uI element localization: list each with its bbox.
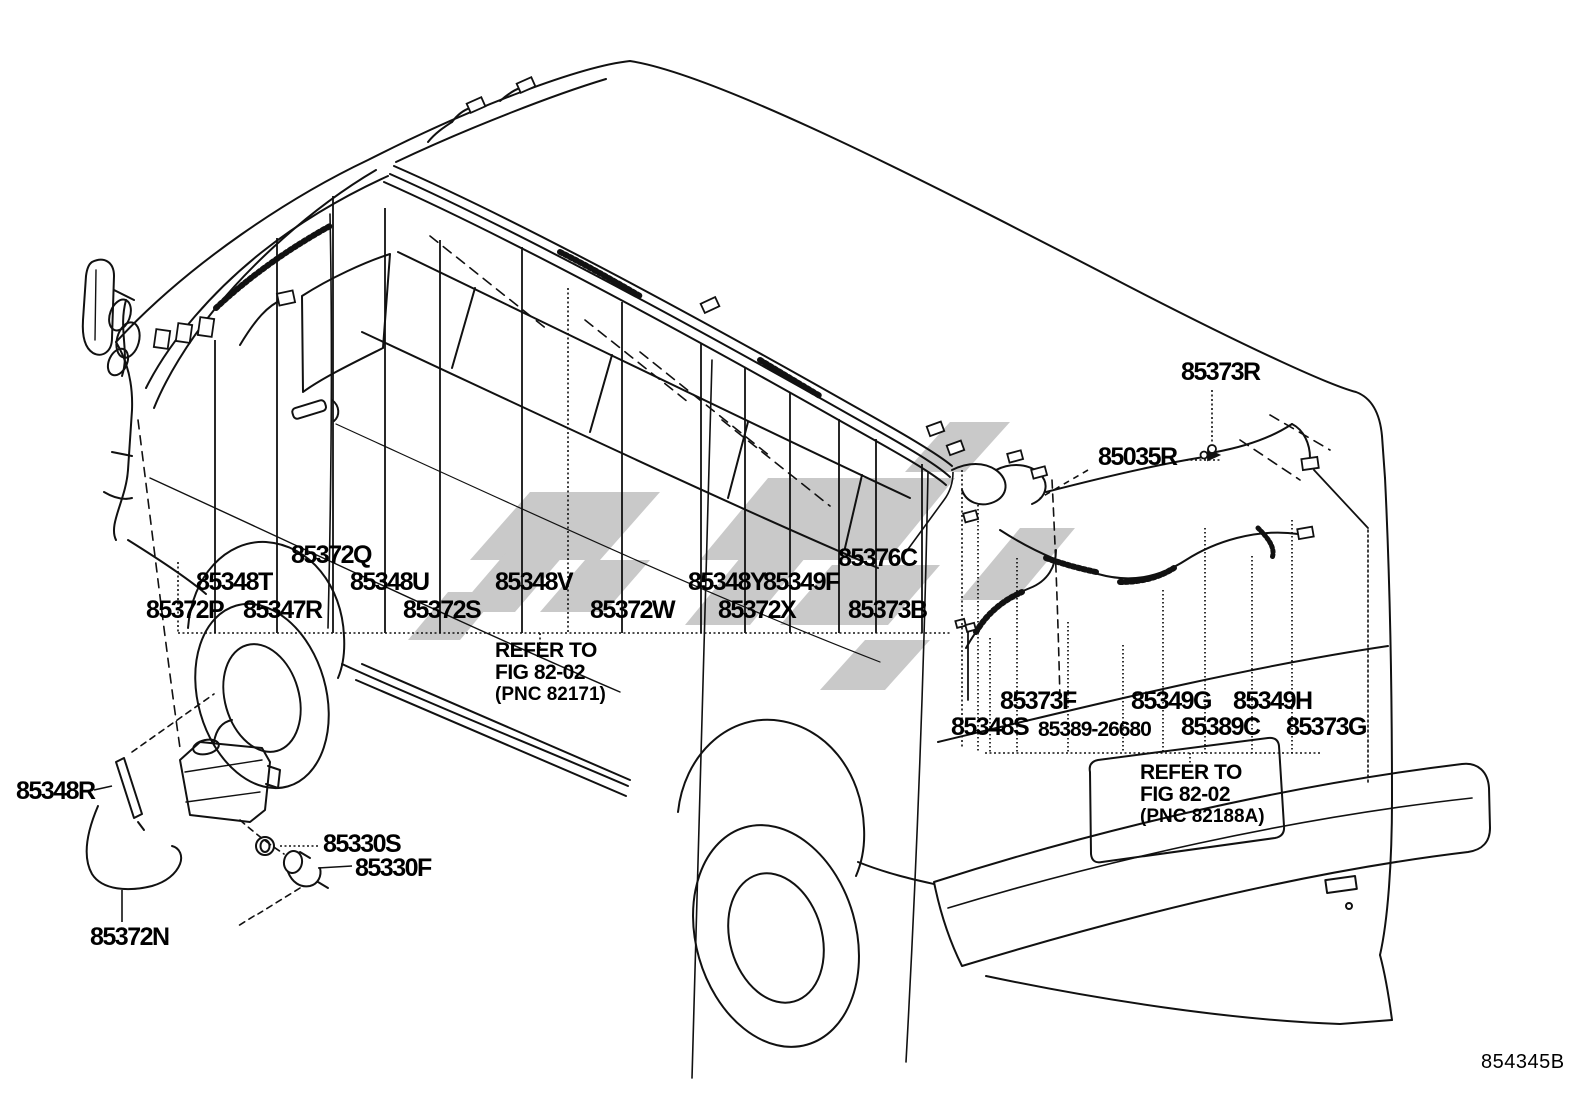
part-label-85376C: 85376C	[838, 544, 917, 572]
part-label-85373F: 85373F	[1000, 687, 1076, 715]
refer-note-2	[1140, 762, 1265, 828]
refer-note-2-line3: (PNC 82188A)	[1140, 806, 1265, 827]
part-label-85389C: 85389C	[1181, 713, 1260, 741]
part-label-85349G: 85349G	[1131, 687, 1211, 715]
part-label-85349H: 85349H	[1233, 687, 1312, 715]
part-label-85389-26680: 85389-26680	[1038, 718, 1151, 741]
refer-note-1	[495, 640, 606, 706]
part-label-85330F: 85330F	[355, 854, 431, 882]
part-label-85372Q: 85372Q	[291, 541, 371, 569]
part-label-85373B: 85373B	[848, 596, 927, 624]
reservoir-and-pump	[87, 694, 328, 926]
part-label-85330S: 85330S	[323, 830, 401, 858]
diagram-code: 854345B	[1481, 1051, 1565, 1073]
part-label-85372S: 85372S	[403, 596, 481, 624]
part-label-85348Y: 85348Y	[688, 568, 766, 596]
part-label-85372W: 85372W	[590, 596, 675, 624]
part-label-85348V: 85348V	[495, 568, 573, 596]
part-label-85347R: 85347R	[243, 596, 322, 624]
part-label-85372N: 85372N	[90, 923, 169, 951]
part-label-85373G: 85373G	[1286, 713, 1366, 741]
refer-note-1-line3: (PNC 82171)	[495, 684, 606, 705]
refer-note-2-line1: REFER TO	[1140, 761, 1242, 784]
part-label-85372X: 85372X	[718, 596, 796, 624]
part-label-85348R: 85348R	[16, 777, 95, 805]
refer-note-1-line1: REFER TO	[495, 639, 597, 662]
part-label-85372P: 85372P	[146, 596, 224, 624]
part-label-85348T: 85348T	[196, 568, 272, 596]
part-label-85373R: 85373R	[1181, 358, 1260, 386]
part-label-85349F: 85349F	[763, 568, 839, 596]
refer-note-1-line2: FIG 82-02	[495, 661, 586, 684]
refer-note-2-line2: FIG 82-02	[1140, 783, 1231, 806]
part-label-85348U: 85348U	[350, 568, 429, 596]
part-label-85035R: 85035R	[1098, 443, 1177, 471]
part-label-85348S: 85348S	[951, 713, 1029, 741]
